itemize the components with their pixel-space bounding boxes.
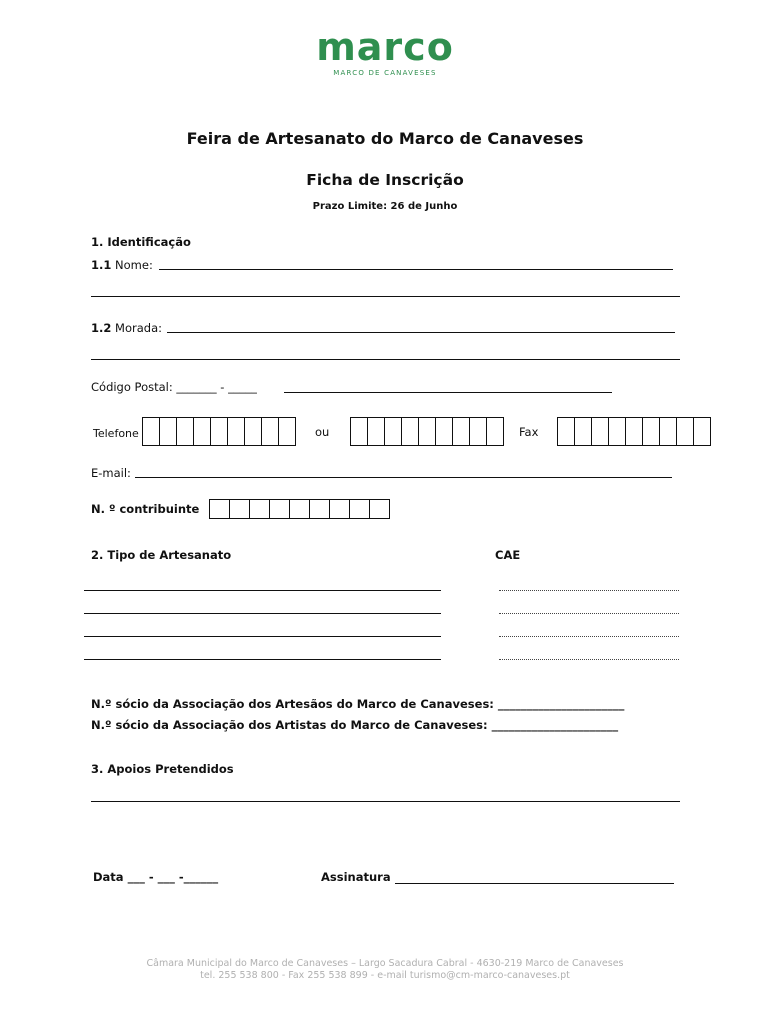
section-tipo-artesanato-heading: 2. Tipo de Artesanato xyxy=(91,548,232,562)
logo-wordmark: marco xyxy=(316,25,454,69)
phone-digit-box[interactable] xyxy=(160,418,177,445)
section-apoios-heading: 3. Apoios Pretendidos xyxy=(91,762,234,776)
nif-digit-box[interactable] xyxy=(370,500,389,518)
name-label-text: Nome: xyxy=(115,258,153,272)
address-number: 1.2 xyxy=(91,321,112,335)
address-label-text: Morada: xyxy=(115,321,162,335)
cae-field-3[interactable] xyxy=(499,636,679,637)
phone-alt-digit-box[interactable] xyxy=(453,418,470,445)
nif-digit-box[interactable] xyxy=(290,500,310,518)
phone-alt-digit-box[interactable] xyxy=(436,418,453,445)
nif-digit-box[interactable] xyxy=(230,500,250,518)
fax-digit-box[interactable] xyxy=(592,418,609,445)
fax-digit-box[interactable] xyxy=(575,418,592,445)
nif-digit-box[interactable] xyxy=(330,500,350,518)
phone-label: Telefone xyxy=(93,427,139,440)
postal-code-label: Código Postal: _______ - _____ xyxy=(91,380,257,394)
phone-alt-digit-box[interactable] xyxy=(419,418,436,445)
logo xyxy=(0,25,770,77)
locality-field[interactable] xyxy=(284,392,612,393)
member-artesaos-label: N.º sócio da Associação dos Artesãos do Marco de Canaveses: ______________________ xyxy=(91,697,625,711)
cae-field-4[interactable] xyxy=(499,659,679,660)
footer-address: Câmara Municipal do Marco de Canaveses – Largo Sacadura Cabral - 4630-219 Marco de Canaveses xyxy=(146,958,624,969)
cae-heading: CAE xyxy=(495,548,521,562)
tipo-artesanato-field-3[interactable] xyxy=(84,636,441,637)
email-label: E-mail: xyxy=(91,466,131,480)
email-field[interactable] xyxy=(135,477,672,478)
phone-alt-digit-box[interactable] xyxy=(368,418,385,445)
or-label: ou xyxy=(315,425,330,439)
name-label xyxy=(91,258,153,272)
address-label xyxy=(91,321,162,335)
phone-digit-box[interactable] xyxy=(228,418,245,445)
nif-label: N. º contribuinte xyxy=(91,502,200,516)
name-number: 1.1 xyxy=(91,258,112,272)
nif-digit-box[interactable] xyxy=(350,500,370,518)
name-field[interactable] xyxy=(159,269,673,270)
form-title: Ficha de Inscrição xyxy=(306,171,464,189)
signature-label: Assinatura xyxy=(321,870,391,884)
apoios-field[interactable] xyxy=(91,801,680,802)
phone-digit-box[interactable] xyxy=(211,418,228,445)
phone-alt-digit-box[interactable] xyxy=(487,418,503,445)
document-title: Feira de Artesanato do Marco de Canaveses xyxy=(186,129,584,148)
section-identificacao-heading: 1. Identificação xyxy=(91,235,191,249)
fax-digit-box[interactable] xyxy=(626,418,643,445)
fax-input-boxes[interactable] xyxy=(557,417,711,446)
phone-alt-digit-box[interactable] xyxy=(402,418,419,445)
phone-alt-digit-box[interactable] xyxy=(351,418,368,445)
address-field[interactable] xyxy=(167,332,675,333)
phone-digit-box[interactable] xyxy=(245,418,262,445)
deadline: Prazo Limite: 26 de Junho xyxy=(312,201,458,212)
phone-digit-box[interactable] xyxy=(143,418,160,445)
fax-label: Fax xyxy=(519,425,539,439)
phone-alt-digit-box[interactable] xyxy=(470,418,487,445)
phone-alt-input-boxes[interactable] xyxy=(350,417,504,446)
fax-digit-box[interactable] xyxy=(694,418,710,445)
nif-input-boxes[interactable] xyxy=(209,499,390,519)
logo-subtitle: MARCO DE CANAVESES xyxy=(333,69,437,77)
fax-digit-box[interactable] xyxy=(609,418,626,445)
nif-digit-box[interactable] xyxy=(210,500,230,518)
nif-digit-box[interactable] xyxy=(310,500,330,518)
date-label: Data ___ - ___ -______ xyxy=(93,870,219,884)
fax-digit-box[interactable] xyxy=(558,418,575,445)
phone-digit-box[interactable] xyxy=(262,418,279,445)
fax-digit-box[interactable] xyxy=(677,418,694,445)
cae-field-2[interactable] xyxy=(499,613,679,614)
fax-digit-box[interactable] xyxy=(643,418,660,445)
tipo-artesanato-field-2[interactable] xyxy=(84,613,441,614)
address-field-continued[interactable] xyxy=(91,359,680,360)
phone-input-boxes[interactable] xyxy=(142,417,296,446)
signature-field[interactable] xyxy=(395,883,674,884)
phone-alt-digit-box[interactable] xyxy=(385,418,402,445)
tipo-artesanato-field-4[interactable] xyxy=(84,659,441,660)
phone-digit-box[interactable] xyxy=(279,418,295,445)
phone-digit-box[interactable] xyxy=(177,418,194,445)
footer-contacts: tel. 255 538 800 - Fax 255 538 899 - e-mail turismo@cm-marco-canaveses.pt xyxy=(200,970,570,981)
cae-field-1[interactable] xyxy=(499,590,679,591)
tipo-artesanato-field-1[interactable] xyxy=(84,590,441,591)
name-field-continued[interactable] xyxy=(91,296,680,297)
phone-digit-box[interactable] xyxy=(194,418,211,445)
nif-digit-box[interactable] xyxy=(250,500,270,518)
nif-digit-box[interactable] xyxy=(270,500,290,518)
fax-digit-box[interactable] xyxy=(660,418,677,445)
member-artistas-label: N.º sócio da Associação dos Artistas do Marco de Canaveses: ______________________ xyxy=(91,718,619,732)
